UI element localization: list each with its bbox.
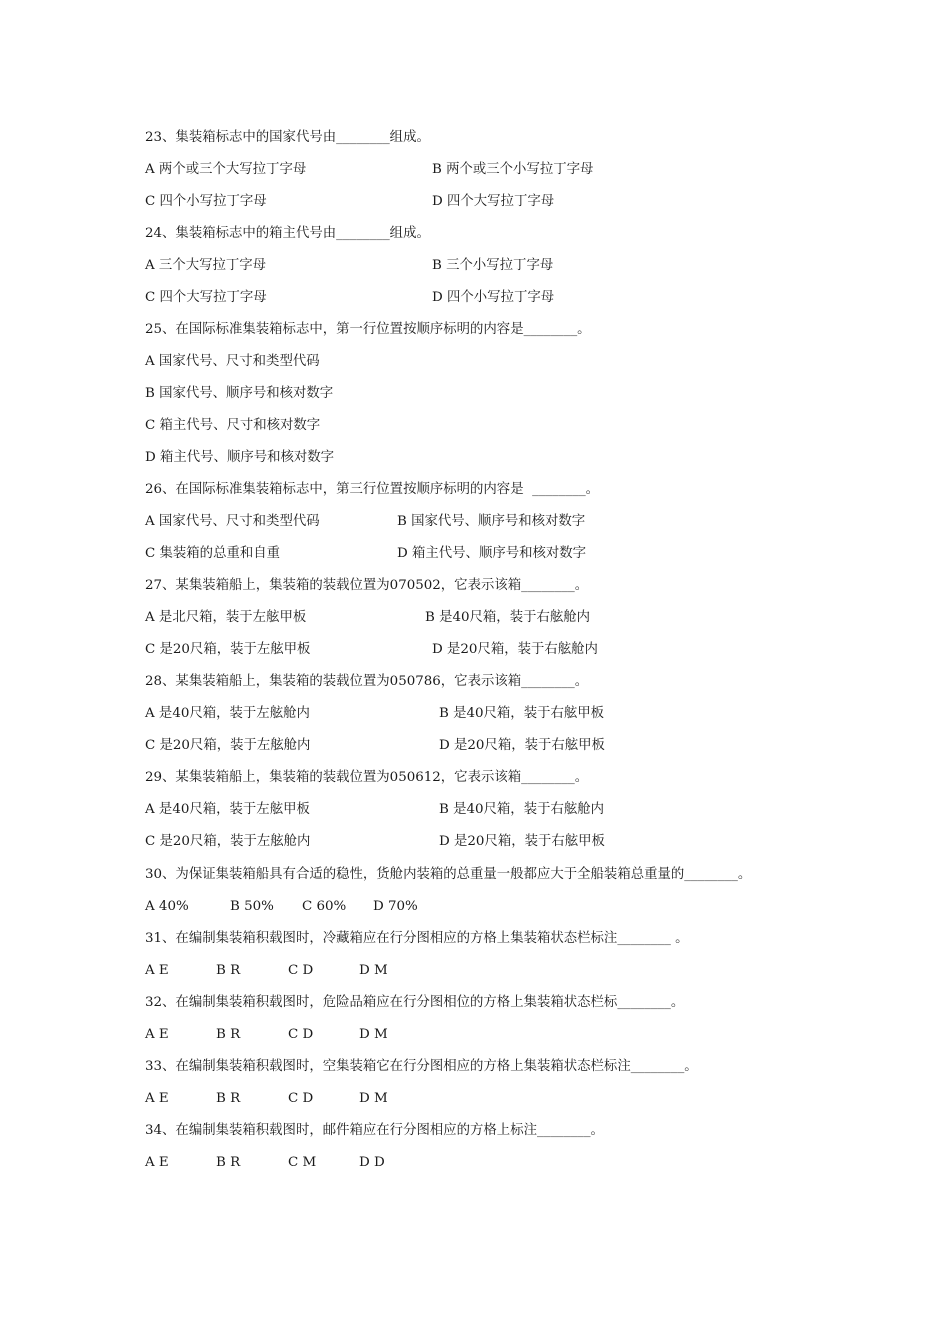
question-31-stem: 31、在编制集装箱积载图时，冷藏箱应在行分图相应的方格上集装箱状态栏标注________ 。 (145, 931, 689, 946)
q24-option-a: A 三个大写拉丁字母 (145, 258, 267, 273)
q25-option-d: D 箱主代号、顺序号和核对数字 (145, 450, 335, 465)
q28-option-d: D 是20尺箱，装于右舷甲板 (439, 738, 605, 753)
q32-option-d: D M (359, 1027, 388, 1042)
q25-option-c: C 箱主代号、尺寸和核对数字 (145, 418, 321, 433)
q26-option-c: C 集装箱的总重和自重 (145, 546, 281, 561)
q31-option-d: D M (359, 963, 388, 978)
q33-option-d: D M (359, 1091, 388, 1106)
q31-option-c: C D (288, 963, 314, 978)
q26-option-b: B 国家代号、顺序号和核对数字 (397, 514, 586, 529)
q30-option-c: C 60% (302, 899, 347, 914)
q23-option-b: B 两个或三个小写拉丁字母 (432, 162, 594, 177)
q29-option-b: B 是40尺箱，装于右舷舱内 (439, 802, 605, 817)
question-29-stem: 29、某集装箱船上，集装箱的装载位置为050612，它表示该箱________。 (145, 770, 589, 785)
q30-option-b: B 50% (230, 899, 274, 914)
q27-option-a: A 是北尺箱，装于左舷甲板 (145, 610, 307, 625)
q34-option-d: D D (359, 1155, 385, 1170)
q33-option-a: A E (145, 1091, 169, 1106)
question-33-stem: 33、在编制集装箱积载图时，空集装箱它在行分图相应的方格上集装箱状态栏标注________。 (145, 1059, 698, 1074)
q32-option-a: A E (145, 1027, 169, 1042)
q29-option-d: D 是20尺箱，装于右舷甲板 (439, 834, 605, 849)
q30-option-a: A 40% (145, 899, 189, 914)
question-25-stem: 25、在国际标准集装箱标志中，第一行位置按顺序标明的内容是________。 (145, 322, 591, 337)
q24-option-b: B 三个小写拉丁字母 (432, 258, 554, 273)
q34-option-c: C M (288, 1155, 317, 1170)
q28-option-a: A 是40尺箱，装于左舷舱内 (145, 706, 310, 721)
q26-option-a: A 国家代号、尺寸和类型代码 (145, 514, 320, 529)
q28-option-c: C 是20尺箱，装于左舷舱内 (145, 738, 311, 753)
q29-option-a: A 是40尺箱，装于左舷甲板 (145, 802, 310, 817)
q25-option-b: B 国家代号、顺序号和核对数字 (145, 386, 334, 401)
question-24-stem: 24、集装箱标志中的箱主代号由________组成。 (145, 226, 430, 241)
q33-option-c: C D (288, 1091, 314, 1106)
q23-option-a: A 两个或三个大写拉丁字母 (145, 162, 307, 177)
q27-option-d: D 是20尺箱，装于右舷舱内 (432, 642, 598, 657)
q34-option-a: A E (145, 1155, 169, 1170)
question-27-stem: 27、某集装箱船上，集装箱的装载位置为070502，它表示该箱________。 (145, 578, 589, 593)
q30-option-d: D 70% (373, 899, 418, 914)
q27-option-c: C 是20尺箱，装于左舷甲板 (145, 642, 311, 657)
question-26-stem: 26、在国际标准集装箱标志中，第三行位置按顺序标明的内容是 ________。 (145, 482, 600, 497)
question-30-stem: 30、为保证集装箱船具有合适的稳性，货舱内装箱的总重量一般都应大于全船装箱总重量的________。 (145, 867, 752, 882)
q33-option-b: B R (216, 1091, 241, 1106)
q29-option-c: C 是20尺箱，装于左舷舱内 (145, 834, 311, 849)
q25-option-a: A 国家代号、尺寸和类型代码 (145, 354, 320, 369)
q24-option-c: C 四个大写拉丁字母 (145, 290, 267, 305)
q28-option-b: B 是40尺箱，装于右舷甲板 (439, 706, 605, 721)
question-32-stem: 32、在编制集装箱积载图时，危险品箱应在行分图相位的方格上集装箱状态栏标________。 (145, 995, 685, 1010)
q27-option-b: B 是40尺箱，装于右舷舱内 (425, 610, 591, 625)
q26-option-d: D 箱主代号、顺序号和核对数字 (397, 546, 587, 561)
q34-option-b: B R (216, 1155, 241, 1170)
q31-option-b: B R (216, 963, 241, 978)
question-28-stem: 28、某集装箱船上，集装箱的装载位置为050786，它表示该箱________。 (145, 674, 589, 689)
q23-option-c: C 四个小写拉丁字母 (145, 194, 267, 209)
q32-option-b: B R (216, 1027, 241, 1042)
question-34-stem: 34、在编制集装箱积载图时，邮件箱应在行分图相应的方格上标注________。 (145, 1123, 604, 1138)
q24-option-d: D 四个小写拉丁字母 (432, 290, 555, 305)
question-23-stem: 23、集装箱标志中的国家代号由________组成。 (145, 130, 430, 145)
q32-option-c: C D (288, 1027, 314, 1042)
q31-option-a: A E (145, 963, 169, 978)
q23-option-d: D 四个大写拉丁字母 (432, 194, 555, 209)
